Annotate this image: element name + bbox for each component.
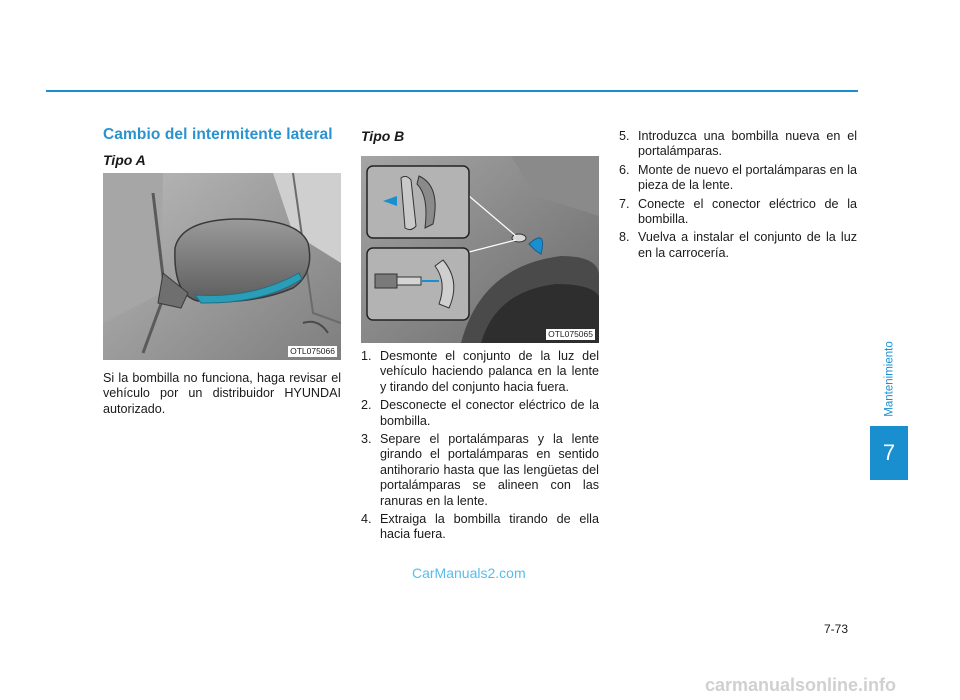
step-text: Monte de nuevo el portalámparas en la pieza de la lente. (638, 162, 857, 193)
step-item (361, 398, 599, 429)
step-item (619, 129, 857, 160)
figure-code-b: OTL075065 (548, 329, 593, 339)
step-text: Conecte el conector eléctrico de la bombilla. (638, 196, 857, 227)
step-number: 8. (619, 230, 630, 245)
header-rule (46, 90, 858, 92)
footer-watermark: carmanualsonline.info (705, 675, 897, 695)
step-text: Desmonte el conjunto de la luz del vehículo haciendo palanca en la lente y tirando del conjunto hacia fuera. (380, 349, 599, 394)
step-item (361, 512, 599, 543)
step-item (619, 230, 857, 261)
page-number: 7-73 (824, 622, 849, 636)
tipo-a-heading: Tipo A (103, 152, 146, 168)
watermark-link[interactable]: CarManuals2.com (412, 565, 526, 581)
chapter-tab: 7 (870, 426, 908, 480)
side-repeater-illustration (361, 156, 599, 343)
tipo-b-figure (361, 156, 599, 343)
step-text: Vuelva a instalar el conjunto de la luz en la carrocería. (638, 230, 857, 260)
chapter-side-label (877, 340, 903, 418)
steps-list-part-1 (361, 349, 599, 546)
step-text: Separe el portalámparas y la lente girando el portalámparas en sentido antihorario hasta que las lengüetas del portalámparas se alineen con las ranuras en la lente. (380, 432, 599, 508)
step-number: 3. (361, 432, 372, 447)
tipo-a-figure (103, 173, 341, 360)
side-mirror-illustration (103, 173, 341, 360)
step-text: Extraiga la bombilla tirando de ella hacia fuera. (380, 512, 599, 542)
step-item (361, 349, 599, 395)
step-number: 2. (361, 398, 372, 413)
chapter-label-text: Mantenimiento (884, 341, 896, 417)
step-number: 6. (619, 162, 630, 177)
section-title: Cambio del intermitente lateral (103, 126, 333, 143)
step-item (619, 163, 857, 194)
step-number: 4. (361, 512, 372, 527)
step-text: Desconecte el conector eléctrico de la bombilla. (380, 398, 599, 428)
figure-code-a: OTL075066 (290, 346, 335, 356)
step-item (619, 197, 857, 228)
step-number: 5. (619, 129, 630, 143)
step-number: 7. (619, 196, 630, 211)
tipo-b-heading: Tipo B (361, 128, 405, 144)
steps-list-part-2 (619, 129, 857, 264)
step-text: Introduzca una bombilla nueva en el portalámparas. (638, 129, 857, 159)
step-number: 1. (361, 349, 372, 363)
tipo-a-description: Si la bombilla no funciona, haga revisar el vehículo por un distribuidor HYUNDAI autorizado. (103, 371, 341, 416)
step-item (361, 432, 599, 509)
